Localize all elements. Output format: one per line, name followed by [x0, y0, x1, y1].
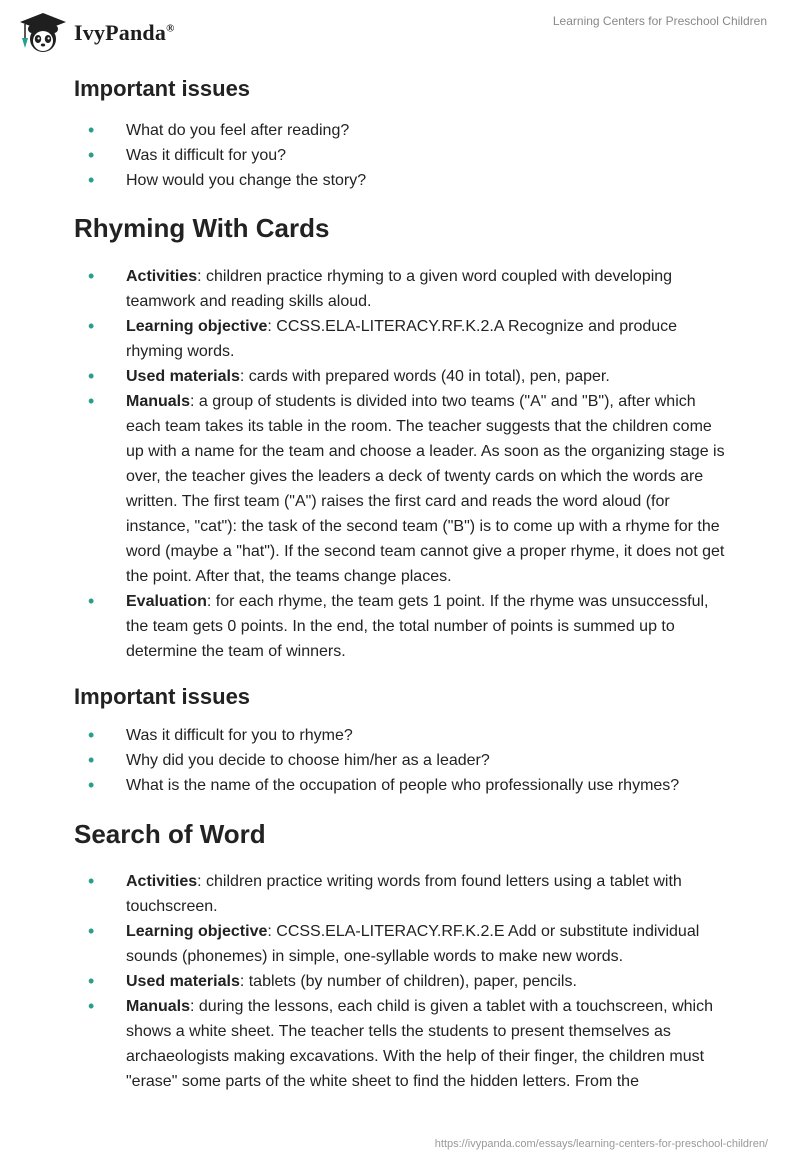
bullet-list: [74, 264, 734, 664]
brand-logo[interactable]: [16, 10, 175, 56]
bullet-icon: •: [88, 725, 95, 745]
bullet-list: [74, 869, 734, 1094]
bullet-icon: •: [88, 366, 95, 386]
panda-logo-icon: [16, 10, 70, 56]
section-heading: Rhyming With Cards: [74, 213, 330, 243]
list-item: • Manuals: a group of students is divided into two teams ("A" and "B"), after which each team takes its table in the room. The teacher suggests that the children come up with a name for the team and choose a leader. As soon as the organizing stage is over, the teacher gives the leaders a deck of twenty cards on which the words are written. The first team ("A") raises the first card and reads the word aloud (for instance, "cat"): the task of the second team ("B") is to come up with a rhyme for the word (maybe a "hat"). If the second team cannot give a proper rhyme, it does not get the point. After that, the teams change places.: [88, 391, 725, 585]
bullet-icon: •: [88, 145, 95, 165]
bullet-icon: •: [88, 120, 95, 140]
list-item: • Activities: children practice rhyming to a given word coupled with developing teamwork and reading skills aloud.: [88, 266, 673, 310]
section-heading: Important issues: [74, 684, 251, 709]
list-item: • Was it difficult for you?: [74, 143, 734, 168]
bullet-icon: •: [88, 591, 95, 611]
bullet-icon: •: [88, 266, 95, 286]
bullet-icon: •: [88, 750, 95, 770]
list-item: • Evaluation: for each rhyme, the team gets 1 point. If the rhyme was unsuccessful, the team gets 0 points. In the end, the total number of points is summed up to determine the team of winners.: [88, 591, 709, 660]
article-content: [74, 72, 734, 1094]
section-heading: Search of Word: [74, 819, 266, 849]
list-item: • How would you change the story?: [74, 168, 734, 193]
list-item: • Learning objective: CCSS.ELA-LITERACY.RF.K.2.E Add or substitute individual sounds (phonemes) in simple, one-syllable words to make new words.: [88, 921, 700, 965]
page-header: [0, 0, 800, 66]
bullet-icon: •: [88, 391, 95, 411]
bullet-icon: •: [88, 316, 95, 336]
bullet-icon: •: [88, 921, 95, 941]
document-title: Learning Centers for Preschool Children: [552, 14, 767, 28]
list-item: • Was it difficult for you to rhyme?: [74, 723, 734, 748]
bullet-icon: •: [88, 871, 95, 891]
bullet-icon: •: [88, 775, 95, 795]
list-item: • What is the name of the occupation of people who professionally use rhymes?: [74, 773, 734, 798]
source-url[interactable]: https://ivypanda.com/essays/learning-centers-for-preschool-children/: [434, 1138, 768, 1150]
list-item: • Why did you decide to choose him/her as a leader?: [74, 748, 734, 773]
list-item: • Learning objective: CCSS.ELA-LITERACY.RF.K.2.A Recognize and produce rhyming words.: [88, 316, 678, 360]
list-item: • Used materials: cards with prepared words (40 in total), pen, paper.: [74, 364, 734, 389]
bullet-icon: •: [88, 170, 95, 190]
bullet-list: [74, 118, 734, 193]
brand-name: IvyPanda®: [74, 20, 175, 45]
list-item: • What do you feel after reading?: [74, 118, 734, 143]
bullet-list: [74, 723, 734, 798]
list-item: • Activities: children practice writing words from found letters using a tablet with touchscreen.: [88, 871, 682, 915]
bullet-icon: •: [88, 996, 95, 1016]
bullet-icon: •: [88, 971, 95, 991]
section-heading: Important issues: [74, 76, 251, 101]
list-item: • Manuals: during the lessons, each child is given a tablet with a touchscreen, which shows a white sheet. The teacher tells the students to present themselves as archaeologists making excavations. With the help of their finger, the children must "erase" some parts of the white sheet to find the hidden letters. From the: [88, 996, 713, 1090]
list-item: • Used materials: tablets (by number of children), paper, pencils.: [74, 969, 734, 994]
